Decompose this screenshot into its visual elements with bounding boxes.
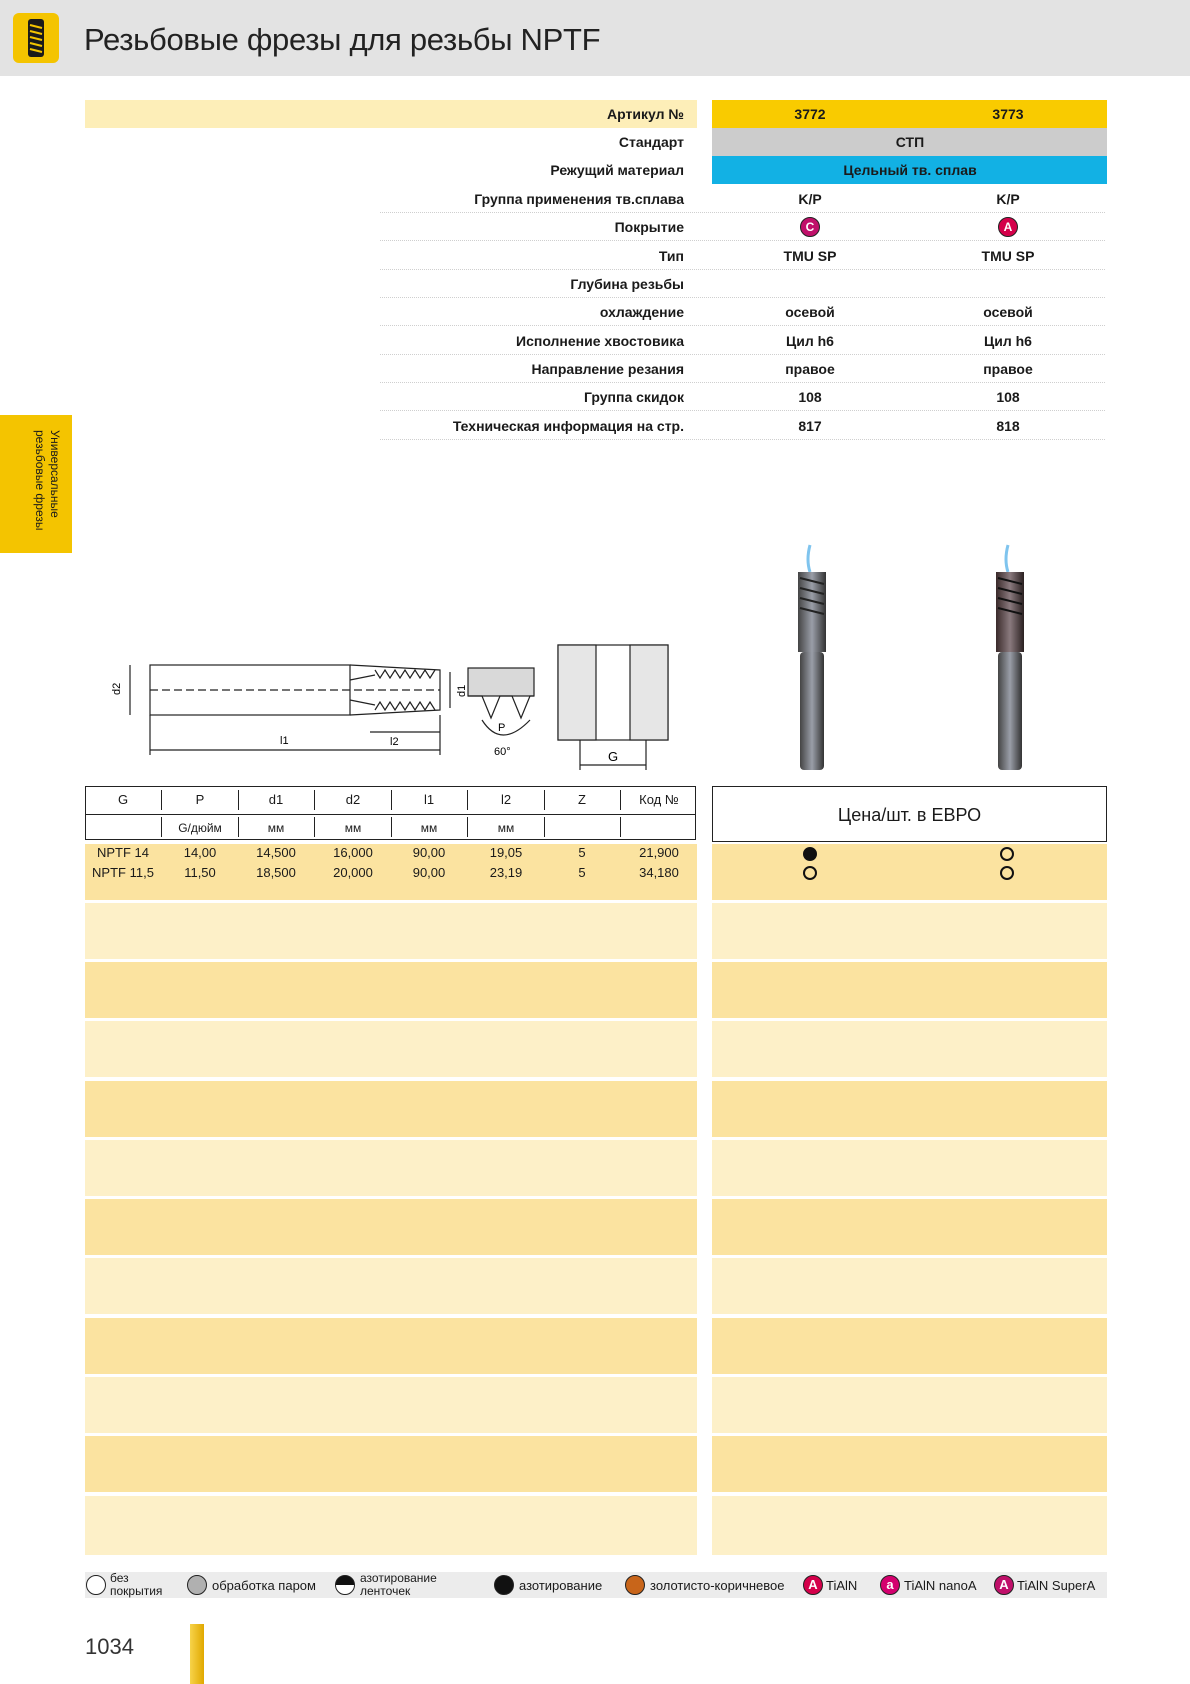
cell-d1: 14,500 <box>256 845 296 860</box>
cell-code: 34,180 <box>639 865 679 880</box>
label-l1: l1 <box>280 735 289 747</box>
spec-label-cooling: охлаждение <box>599 304 684 320</box>
legend-label-nitride: азотирование <box>519 1578 603 1593</box>
row-band-11 <box>85 1436 697 1492</box>
unit-d1: мм <box>267 821 285 835</box>
row-band-6-price <box>712 1140 1107 1196</box>
legend-label-gold-brown: золотисто-коричневое <box>650 1578 785 1593</box>
row-band-8-price <box>712 1258 1107 1314</box>
cooling-value-2: осевой <box>983 304 1033 320</box>
col-code: Код № <box>639 792 679 807</box>
label-angle: 60° <box>494 746 511 758</box>
row-band-9-price <box>712 1318 1107 1374</box>
col-z: Z <box>578 792 586 807</box>
tialn-icon: A <box>803 1575 823 1595</box>
spec-label-discount: Группа скидок <box>584 389 684 405</box>
strip-nitride-icon <box>335 1575 355 1595</box>
tool-photo-3772 <box>770 540 870 775</box>
col-p: P <box>195 792 205 807</box>
row-band-2-price <box>712 903 1107 959</box>
cell-d1: 18,500 <box>256 865 296 880</box>
spec-label-direction: Направление резания <box>531 361 684 377</box>
page-marker <box>190 1624 204 1684</box>
legend-label-tialn: TiAlN <box>826 1578 858 1593</box>
row-band-11-price <box>712 1436 1107 1492</box>
cooling-value-1: осевой <box>785 304 835 320</box>
price-header: Цена/шт. в ЕВРО <box>712 786 1107 842</box>
row-band-5 <box>85 1081 697 1137</box>
row-band-7-price <box>712 1199 1107 1255</box>
legend-label-tialn-nanoa: TiAlN nanoA <box>904 1578 977 1593</box>
row-band-2 <box>85 903 697 959</box>
tool-photo-3773 <box>968 540 1068 775</box>
page-number: 1034 <box>85 1634 134 1659</box>
unit-l1: мм <box>420 821 438 835</box>
coating-value-2 <box>948 217 1068 237</box>
unit-p: G/дюйм <box>178 821 222 835</box>
cell-code: 21,900 <box>639 845 679 860</box>
col-g: G <box>117 792 129 807</box>
spec-label-group: Группа применения тв.сплава <box>474 191 684 207</box>
row-band-3-price <box>712 962 1107 1018</box>
col-l1: l1 <box>423 792 435 807</box>
row-band-3 <box>85 962 697 1018</box>
cell-g: NPTF 11,5 <box>92 865 154 880</box>
tool-drawing <box>110 640 680 775</box>
cell-z: 5 <box>578 865 586 880</box>
spec-label-article: Артикул № <box>607 106 684 122</box>
spec-label-material: Режущий материал <box>550 162 684 178</box>
coating-c-icon: C <box>800 217 820 237</box>
row-band-5-price <box>712 1081 1107 1137</box>
legend-label-tialn-supera: TiAlN SuperA <box>1017 1578 1096 1593</box>
group-value-2: K/P <box>996 191 1020 207</box>
row-band-12-price <box>712 1496 1107 1555</box>
stock-open-icon[interactable] <box>1000 847 1014 861</box>
row-band-4-price <box>712 1021 1107 1077</box>
row-band-1-price <box>712 844 1107 900</box>
spec-label-type: Тип <box>658 248 684 264</box>
shank-value-2: Цил h6 <box>984 333 1032 349</box>
stock-open-icon[interactable] <box>803 866 817 880</box>
group-value-1: K/P <box>798 191 822 207</box>
techinfo-value-1[interactable]: 817 <box>798 418 822 434</box>
col-d1: d1 <box>268 792 284 807</box>
legend-label-strip-nitride: азотирование ленточек <box>360 1571 437 1598</box>
unit-d2: мм <box>344 821 362 835</box>
label-l2: l2 <box>390 736 399 748</box>
direction-value-2: правое <box>983 361 1033 377</box>
gold-brown-icon <box>625 1575 645 1595</box>
row-band-6 <box>85 1140 697 1196</box>
cell-p: 14,00 <box>183 845 217 860</box>
col-l2: l2 <box>500 792 512 807</box>
cell-l2: 19,05 <box>489 845 523 860</box>
cell-p: 11,50 <box>184 865 216 880</box>
label-d1: d1 <box>456 684 468 697</box>
spec-label-coating: Покрытие <box>614 219 684 235</box>
standard-value: СТП <box>895 134 925 150</box>
discount-value-2: 108 <box>996 389 1020 405</box>
spec-label-techinfo: Техническая информация на стр. <box>452 418 684 434</box>
spec-label-depth: Глубина резьбы <box>570 276 684 292</box>
stock-full-icon[interactable] <box>803 847 817 861</box>
tialn-nanoa-icon: a <box>880 1575 900 1595</box>
stock-open-icon[interactable] <box>1000 866 1014 880</box>
nitride-icon <box>494 1575 514 1595</box>
row-band-9 <box>85 1318 697 1374</box>
article-3772: 3772 <box>794 106 826 122</box>
unit-l2: мм <box>497 821 515 835</box>
type-value-2: TMU SP <box>981 248 1035 264</box>
cell-d2: 20,000 <box>333 865 373 880</box>
cell-g: NPTF 14 <box>96 845 149 860</box>
legend-label-uncoated: без покрытия <box>110 1571 163 1598</box>
row-band-10-price <box>712 1377 1107 1433</box>
coating-value-1 <box>750 217 870 237</box>
thread-mill-icon <box>13 13 59 63</box>
spec-label-standard: Стандарт <box>618 134 684 150</box>
cell-z: 5 <box>578 845 586 860</box>
techinfo-value-2[interactable]: 818 <box>996 418 1020 434</box>
uncoated-icon <box>86 1575 106 1595</box>
direction-value-1: правое <box>785 361 835 377</box>
label-d2: d2 <box>111 682 123 695</box>
side-tab-label: Универсальные резьбовые фрезы <box>33 430 62 531</box>
row-band-10 <box>85 1377 697 1433</box>
cell-l2: 23,19 <box>489 865 523 880</box>
cell-d2: 16,000 <box>333 845 373 860</box>
article-3773: 3773 <box>992 106 1024 122</box>
discount-value-1: 108 <box>798 389 822 405</box>
row-band-12 <box>85 1496 697 1555</box>
label-g: G <box>608 749 619 764</box>
row-band-7 <box>85 1199 697 1255</box>
steam-icon <box>187 1575 207 1595</box>
legend-label-steam: обработка паром <box>212 1578 316 1593</box>
article-label-band <box>85 100 697 128</box>
coating-a-icon: A <box>998 217 1018 237</box>
row-band-8 <box>85 1258 697 1314</box>
type-value-1: TMU SP <box>783 248 837 264</box>
cell-l1: 90,00 <box>412 845 446 860</box>
page-title: Резьбовые фрезы для резьбы NPTF <box>84 22 601 57</box>
spec-label-shank: Исполнение хвостовика <box>516 333 684 349</box>
col-d2: d2 <box>345 792 361 807</box>
row-band-4 <box>85 1021 697 1077</box>
tialn-supera-icon: A <box>994 1575 1014 1595</box>
shank-value-1: Цил h6 <box>786 333 834 349</box>
material-value: Цельный тв. сплав <box>843 162 977 178</box>
cell-l1: 90,00 <box>412 865 446 880</box>
label-p: P <box>498 722 506 734</box>
